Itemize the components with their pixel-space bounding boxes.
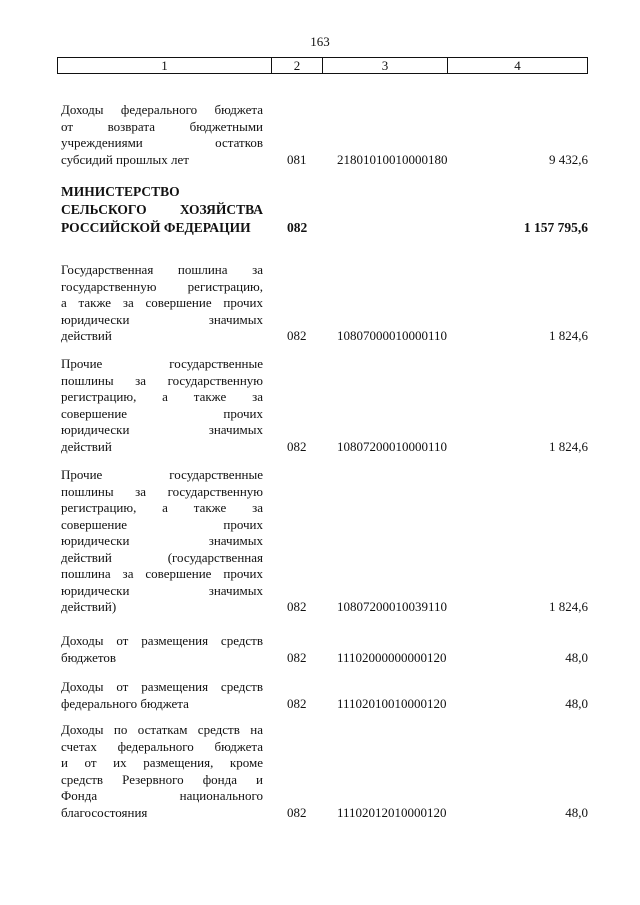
description-line: действий bbox=[61, 328, 112, 343]
description-line: действий (государственная bbox=[61, 549, 263, 565]
row-description bbox=[61, 633, 263, 666]
description-line: совершение прочих bbox=[61, 516, 263, 532]
budget-classification-code: 21801010010000180 bbox=[337, 151, 448, 167]
description-line: субсидий прошлых лет bbox=[61, 151, 189, 167]
row-description bbox=[61, 183, 263, 237]
amount-value: 48,0 bbox=[565, 649, 588, 665]
page-number: 163 bbox=[310, 34, 330, 49]
budget-classification-code: 10807000010000110 bbox=[337, 328, 448, 343]
description-line: Доходы от размещения средств bbox=[61, 679, 263, 694]
table-row bbox=[0, 633, 640, 666]
description-line: Прочие государственные bbox=[61, 356, 263, 371]
ministry-code: 082 bbox=[287, 649, 307, 665]
table-row bbox=[0, 722, 640, 821]
description-line: СЕЛЬСКОГО ХОЗЯЙСТВА bbox=[61, 202, 263, 217]
ministry-code: 082 bbox=[287, 804, 307, 820]
ministry-code: 082 bbox=[287, 599, 307, 614]
table-row bbox=[0, 679, 640, 712]
budget-classification-code: 10807200010039110 bbox=[337, 599, 448, 614]
description-line: регистрацию, а также за bbox=[61, 500, 263, 515]
description-line: благосостояния bbox=[61, 804, 148, 820]
description-line: РОССИЙСКОЙ ФЕДЕРАЦИИ bbox=[61, 220, 251, 235]
description-line: действий bbox=[61, 438, 112, 454]
description-line: Государственная пошлина за bbox=[61, 262, 263, 277]
ministry-code: 082 bbox=[287, 438, 307, 454]
amount-value: 9 432,6 bbox=[549, 151, 588, 167]
description-line: счетах федерального бюджета bbox=[61, 738, 263, 754]
row-description bbox=[61, 356, 263, 455]
description-line: средств Резервного фонда и bbox=[61, 771, 263, 787]
table-row bbox=[0, 356, 640, 455]
description-line: пошлины за государственную bbox=[61, 372, 263, 388]
description-line: регистрацию, а также за bbox=[61, 389, 263, 404]
description-line: а также за совершение прочих bbox=[61, 295, 263, 310]
description-line: пошлины за государственную bbox=[61, 483, 263, 499]
description-line: Прочие государственные bbox=[61, 467, 263, 482]
description-line: Доходы от размещения средств bbox=[61, 633, 263, 648]
description-line: юридически значимых bbox=[61, 311, 263, 327]
description-line: от возврата бюджетными bbox=[61, 118, 263, 134]
ministry-code: 082 bbox=[287, 695, 307, 711]
amount-value: 1 824,6 bbox=[549, 328, 588, 343]
budget-classification-code: 11102000000000120 bbox=[337, 649, 447, 665]
column-header-3: 3 bbox=[323, 58, 448, 74]
description-line: и от их размещения, кроме bbox=[61, 755, 263, 770]
row-description bbox=[61, 679, 263, 712]
amount-value: 1 824,6 bbox=[549, 599, 588, 614]
description-line: государственную регистрацию, bbox=[61, 278, 263, 294]
row-description bbox=[61, 102, 263, 168]
row-description bbox=[61, 262, 263, 345]
description-line: действий) bbox=[61, 599, 117, 614]
description-line: федерального бюджета bbox=[61, 695, 189, 711]
description-line: пошлина за совершение прочих bbox=[61, 566, 263, 581]
amount-value: 1 824,6 bbox=[549, 438, 588, 454]
amount-value: 48,0 bbox=[565, 804, 588, 820]
ministry-code: 082 bbox=[287, 328, 307, 343]
column-header-2: 2 bbox=[272, 58, 323, 74]
table-row bbox=[0, 102, 640, 168]
description-line: Доходы федерального бюджета bbox=[61, 102, 263, 117]
table-row bbox=[0, 183, 640, 237]
amount-value: 48,0 bbox=[565, 695, 588, 711]
description-line: юридически значимых bbox=[61, 422, 263, 437]
description-line: бюджетов bbox=[61, 649, 117, 665]
budget-classification-code: 11102012010000120 bbox=[337, 804, 447, 820]
column-header-table bbox=[57, 57, 588, 74]
description-line: юридически значимых bbox=[61, 533, 263, 548]
description-line: учреждениями остатков bbox=[61, 135, 263, 150]
column-header-1: 1 bbox=[58, 58, 272, 74]
amount-value: 1 157 795,6 bbox=[523, 220, 588, 235]
description-line: совершение прочих bbox=[61, 405, 263, 421]
table-row bbox=[0, 262, 640, 345]
ministry-code: 082 bbox=[287, 220, 308, 235]
budget-classification-code: 11102010010000120 bbox=[337, 695, 447, 711]
column-header-4: 4 bbox=[448, 58, 588, 74]
description-line: Доходы по остаткам средств на bbox=[61, 722, 263, 737]
description-line: Фонда национального bbox=[61, 788, 263, 803]
ministry-code: 081 bbox=[287, 151, 307, 167]
table-row bbox=[0, 467, 640, 616]
description-line: МИНИСТЕРСТВО bbox=[61, 184, 180, 199]
description-line: юридически значимых bbox=[61, 582, 263, 598]
row-description bbox=[61, 467, 263, 616]
row-description bbox=[61, 722, 263, 821]
budget-classification-code: 10807200010000110 bbox=[337, 438, 448, 454]
